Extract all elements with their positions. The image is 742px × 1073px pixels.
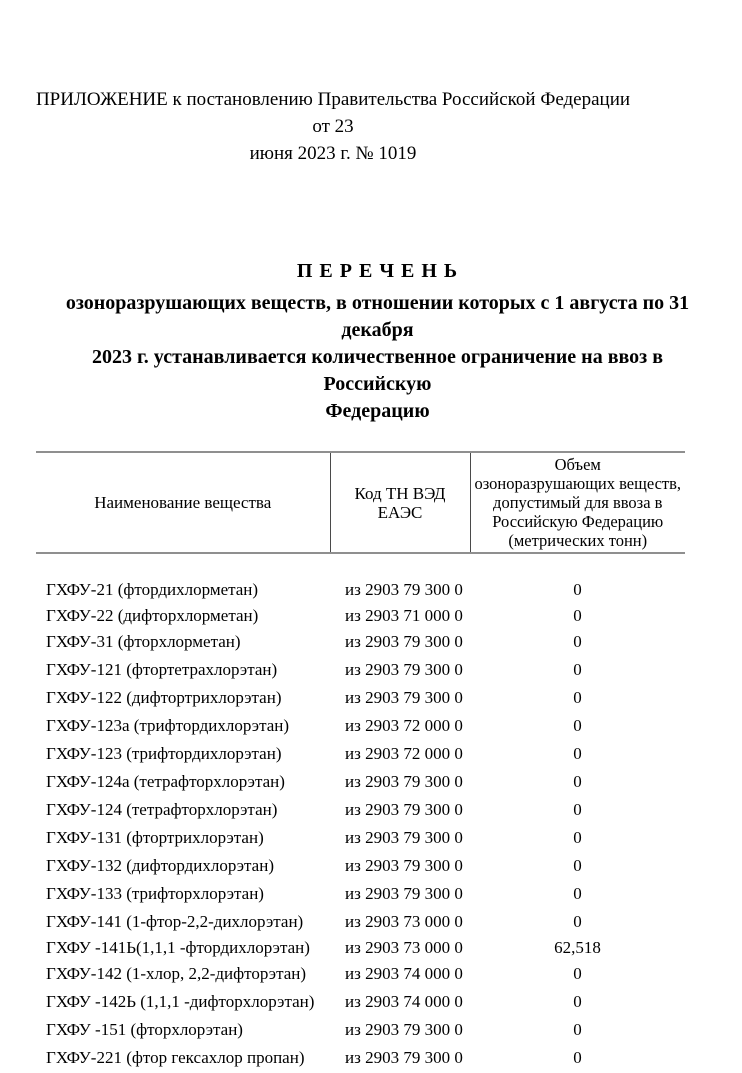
tnved-code-cell: из 2903 79 300 0 [345,1020,463,1039]
table-row [36,824,685,852]
tnved-code-cell: из 2903 79 300 0 [345,856,463,875]
tnved-code-cell: из 2903 72 000 0 [345,744,463,763]
substance-name-cell: ГХФУ-122 (дифтортрихлорэтан) [46,688,282,707]
volume-cell: 0 [573,1020,582,1039]
substance-name-cell: ГХФУ-31 (фторхлорметан) [46,632,241,651]
substance-name-cell: ГХФУ -151 (фторхлорэтан) [46,1020,243,1039]
column-header-tnved-code: Код ТН ВЭД ЕАЭС [330,452,470,553]
substance-name-cell: ГХФУ-124а (тетрафторхлорэтан) [46,772,285,791]
document-title: П Е Р Е Ч Е Н Ь [296,260,459,282]
volume-cell: 62,518 [554,938,601,957]
table-row [36,988,685,1016]
volume-cell: 0 [573,632,582,651]
substances-table-body [36,553,685,1072]
title-block [40,259,715,425]
table-row [36,880,685,908]
tnved-code-cell: из 2903 79 300 0 [345,632,463,651]
appendix-header [27,86,639,167]
substance-name-cell: ГХФУ-123 (трифтордихлорэтан) [46,744,282,763]
tnved-code-cell: из 2903 79 300 0 [345,800,463,819]
tnved-code-cell: из 2903 73 000 0 [345,938,463,957]
substance-name-cell: ГХФУ-22 (дифторхлорметан) [46,606,259,625]
subtitle-line: Федерацию [325,400,430,422]
substance-name-cell: ГХФУ-123а (трифтордихлорэтан) [46,716,290,735]
document-page [0,86,742,1073]
volume-cell: 0 [573,800,582,819]
tnved-code-cell: из 2903 72 000 0 [345,716,463,735]
volume-header-line: Российскую Федерацию [492,512,664,531]
tnved-code-cell: из 2903 79 300 0 [345,660,463,679]
appendix-header-line2: июня 2023 г. № 1019 [249,143,417,164]
substance-name-cell: ГХФУ -141Ь(1,1,1 -фтордихлорэтан) [46,938,310,957]
document-subtitle [40,290,715,425]
substance-name-cell: ГХФУ-131 (фтортрихлорэтан) [46,828,264,847]
table-row [36,684,685,712]
tnved-code-cell: из 2903 74 000 0 [345,992,463,1011]
table-row [36,1044,685,1072]
volume-cell: 0 [573,964,582,983]
substance-name-cell: ГХФУ -142Ь (1,1,1 -дифторхлорэтан) [46,992,315,1011]
table-row [36,796,685,824]
tnved-code-cell: из 2903 73 000 0 [345,912,463,931]
volume-cell: 0 [573,828,582,847]
volume-cell: 0 [573,688,582,707]
substance-name-cell: ГХФУ-21 (фтордихлорметан) [46,580,259,599]
header-row [36,452,685,553]
substance-name-cell: ГХФУ-133 (трифторхлорэтан) [46,884,264,903]
substances-table-header [36,452,685,553]
volume-cell: 0 [573,884,582,903]
tnved-code-cell: из 2903 74 000 0 [345,964,463,983]
table-row [36,908,685,936]
table-row [36,936,685,960]
volume-cell: 0 [573,744,582,763]
table-row [36,960,685,988]
volume-cell: 0 [573,912,582,931]
table-row [36,712,685,740]
table-row [36,1016,685,1044]
table-row [36,628,685,656]
volume-cell: 0 [573,772,582,791]
table-row [36,768,685,796]
volume-cell: 0 [573,716,582,735]
volume-cell: 0 [573,580,582,599]
substance-name-cell: ГХФУ-142 (1-хлор, 2,2-дифторэтан) [46,964,307,983]
table-row [36,740,685,768]
volume-header-line: допустимый для ввоза в [493,493,663,512]
substances-table [36,451,685,1072]
tnved-code-cell: из 2903 79 300 0 [345,580,463,599]
volume-cell: 0 [573,660,582,679]
volume-cell: 0 [573,856,582,875]
table-row [36,553,685,604]
appendix-header-line1: ПРИЛОЖЕНИЕ к постановлению Правительства Российской Федерации от 23 [35,89,631,137]
subtitle-line: 2023 г. устанавливается количественное ограничение на ввоз в Российскую [91,346,663,395]
volume-cell: 0 [573,606,582,625]
table-row [36,604,685,628]
substance-name-cell: ГХФУ-124 (тетрафторхлорэтан) [46,800,278,819]
volume-cell: 0 [573,992,582,1011]
volume-header-line: Объем [554,455,601,474]
volume-header-line: озоноразрушающих веществ, [474,474,682,493]
column-header-substance-name: Наименование вещества [36,452,330,553]
table-row [36,852,685,880]
substance-name-cell: ГХФУ-221 (фтор гексахлор пропан) [46,1048,305,1067]
substance-name-cell: ГХФУ-141 (1-фтор-2,2-дихлорэтан) [46,912,304,931]
tnved-code-cell: из 2903 79 300 0 [345,1048,463,1067]
table-row [36,656,685,684]
tnved-code-cell: из 2903 71 000 0 [345,606,463,625]
subtitle-line: озоноразрушающих веществ, в отношении которых с 1 августа по 31 декабря [65,292,690,341]
tnved-code-cell: из 2903 79 300 0 [345,688,463,707]
volume-cell: 0 [573,1048,582,1067]
tnved-code-cell: из 2903 79 300 0 [345,772,463,791]
volume-header-line: (метрических тонн) [508,531,648,550]
tnved-code-cell: из 2903 79 300 0 [345,828,463,847]
column-header-volume [470,452,685,553]
tnved-code-cell: из 2903 79 300 0 [345,884,463,903]
substance-name-cell: ГХФУ-121 (фтортетрахлорэтан) [46,660,278,679]
substance-name-cell: ГХФУ-132 (дифтордихлорэтан) [46,856,274,875]
